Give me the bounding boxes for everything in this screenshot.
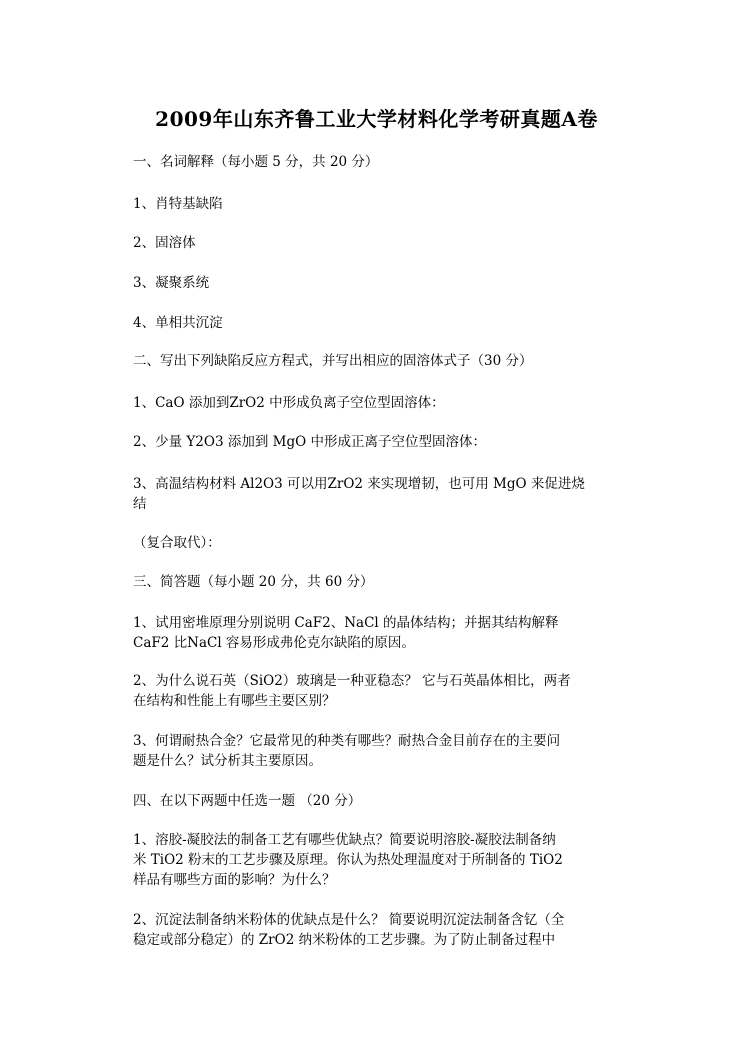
section-2-question-3-line-3: （复合取代）： <box>133 535 221 551</box>
section-4-question-1-line-3: 样品有哪些方面的影响？为什么？ <box>133 872 336 888</box>
section-3-heading: 三、简答题（每小题 20 分，共 60 分） <box>133 574 374 590</box>
section-4-heading: 四、在以下两题中任选一题 （20 分） <box>133 793 362 809</box>
section-3-question-1-line-1: 1、试用密堆原理分别说明 CaF2、NaCl 的晶体结构；并据其结构解释 <box>133 615 559 631</box>
section-3-question-3-line-1: 3、何谓耐热合金？它最常见的种类有哪些？耐热合金目前存在的主要问 <box>133 733 561 749</box>
section-4-question-1-line-2: 米 TiO2 粉末的工艺步骤及原理。你认为热处理温度对于所制备的 TiO2 <box>133 852 563 868</box>
section-3-question-3-line-2: 题是什么？试分析其主要原因。 <box>133 753 322 769</box>
section-2-question-3-line-2: 结 <box>133 496 147 512</box>
section-1-item-2: 2、固溶体 <box>133 235 196 251</box>
section-4-question-2-line-1: 2、沉淀法制备纳米粉体的优缺点是什么？ 简要说明沉淀法制备含钇（全 <box>133 912 565 928</box>
section-1-item-4: 4、单相共沉淀 <box>133 315 223 331</box>
section-2-heading: 二、写出下列缺陷反应方程式，并写出相应的固溶体式子（30 分） <box>133 353 533 369</box>
section-1-heading: 一、名词解释（每小题 5 分，共 20 分） <box>133 154 379 170</box>
section-1-item-3: 3、凝聚系统 <box>133 275 210 291</box>
document-title: 2009年山东齐鲁工业大学材料化学考研真题A卷 <box>155 107 598 131</box>
section-3-question-2-line-1: 2、为什么说石英（SiO2）玻璃是一种亚稳态？ 它与石英晶体相比，两者 <box>133 673 571 689</box>
section-4-question-1-line-1: 1、溶胶-凝胶法的制备工艺有哪些优缺点？简要说明溶胶-凝胶法制备纳 <box>133 832 556 848</box>
section-3-question-1-line-2: CaF2 比NaCl 容易形成弗伦克尔缺陷的原因。 <box>133 635 415 651</box>
section-3-question-2-line-2: 在结构和性能上有哪些主要区别？ <box>133 693 336 709</box>
section-1-item-1: 1、肖特基缺陷 <box>133 196 223 212</box>
section-2-question-1: 1、CaO 添加到ZrO2 中形成负离子空位型固溶体： <box>133 395 445 411</box>
section-4-question-2-line-2: 稳定或部分稳定）的 ZrO2 纳米粉体的工艺步骤。为了防止制备过程中 <box>133 932 556 948</box>
section-2-question-3-line-1: 3、高温结构材料 Al2O3 可以用ZrO2 来实现增韧，也可用 MgO 来促进烧 <box>133 476 585 492</box>
section-2-question-2: 2、少量 Y2O3 添加到 MgO 中形成正离子空位型固溶体： <box>133 434 486 450</box>
